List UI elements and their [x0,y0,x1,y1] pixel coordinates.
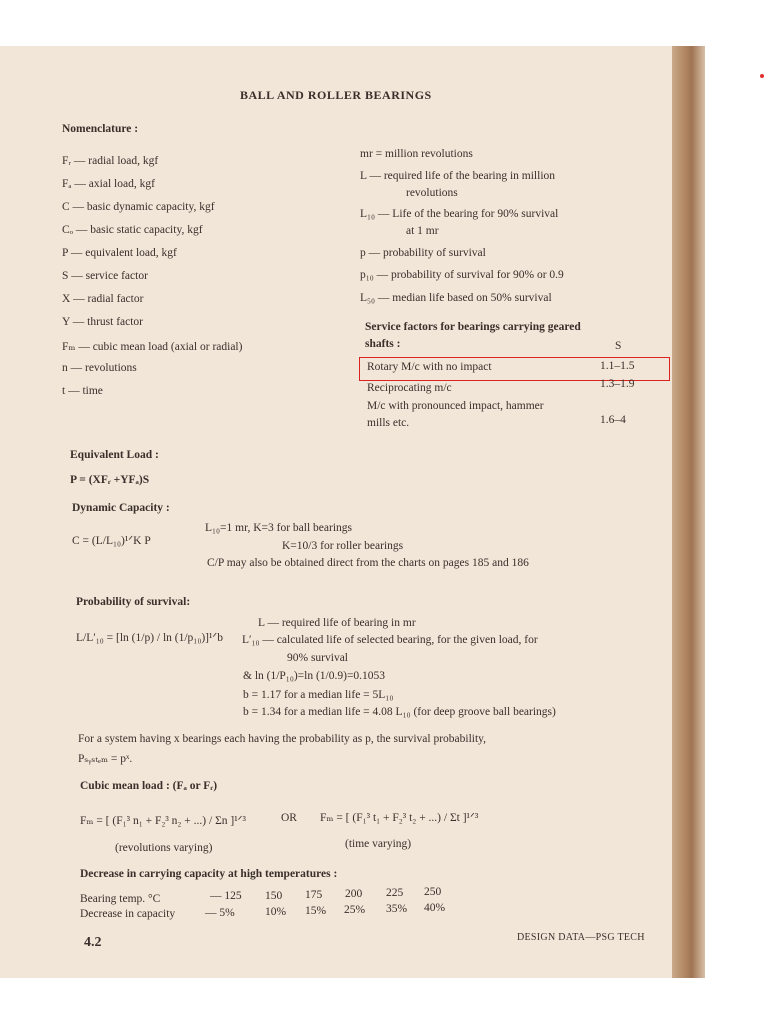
probability-note: b = 1.17 for a median life = 5L₁₀ [243,689,394,701]
service-factor-column-label: S [615,340,622,352]
dynamic-capacity-formula: C = (L/L₁₀)¹ᐟK P [72,535,151,547]
cubic-mean-caption: (time varying) [345,838,412,850]
nomenclature-item: Cₒ — basic static capacity, kgf [62,224,203,236]
probability-heading: Probability of survival: [76,596,191,608]
nomenclature-item: L — required life of the bearing in million [360,170,556,182]
probability-note: L — required life of bearing in mr [258,617,416,629]
dynamic-capacity-note: L₁₀=1 mr, K=3 for ball bearings [205,522,352,534]
nomenclature-item: S — service factor [62,270,148,282]
nomenclature-item: at 1 mr [406,225,439,237]
nomenclature-item: Fₐ — axial load, kgf [62,178,155,190]
dynamic-capacity-note: K=10/3 for roller bearings [282,540,404,552]
probability-note: 90% survival [287,652,349,664]
nomenclature-item: P — equivalent load, kgf [62,247,177,259]
cubic-mean-caption: (revolutions varying) [115,842,213,854]
temperature-heading: Decrease in carrying capacity at high temperatures : [80,868,338,880]
nomenclature-item: n — revolutions [62,362,137,374]
nomenclature-item: Fᵣ — radial load, kgf [62,155,159,167]
nomenclature-item: Fₘ — cubic mean load (axial or radial) [62,341,243,353]
temperature-value: 150 [265,890,283,902]
capacity-row-label: Decrease in capacity [80,908,176,920]
system-probability-text: For a system having x bearings each having the probability as p, the survival probability, [78,733,487,745]
dynamic-capacity-heading: Dynamic Capacity : [72,502,170,514]
service-factor-label: Reciprocating m/c [367,382,452,394]
nomenclature-item: C — basic dynamic capacity, kgf [62,201,215,213]
capacity-value: 25% [344,904,366,916]
nomenclature-item: p₁₀ — probability of survival for 90% or 0.9 [360,269,564,281]
probability-note: & ln (1/P₁₀)=ln (1/0.9)=0.1053 [243,670,386,682]
footer-source: DESIGN DATA—PSG TECH [517,932,645,943]
service-factor-label: mills etc. [367,417,410,429]
nomenclature-item: t — time [62,385,103,397]
book-spine-shadow [672,46,705,978]
temperature-row-label: Bearing temp. °C [80,893,161,905]
service-factors-heading: Service factors for bearings carrying geared [365,321,581,333]
capacity-value: 35% [386,903,408,915]
temperature-value: 250 [424,886,442,898]
probability-formula: L/L′₁₀ = [ln (1/p) / ln (1/p₁₀)]¹ᐟb [76,632,224,644]
temperature-value: 200 [345,888,363,900]
service-factor-value: 1.6–4 [600,414,626,426]
service-factor-label: M/c with pronounced impact, hammer [367,400,544,412]
capacity-value: 10% [265,906,287,918]
service-factor-value: 1.3–1.9 [600,378,635,390]
system-probability-formula: Pₛᵧₛₜₑₘ = pˣ. [78,753,133,765]
temperature-value: — 125 [210,890,242,902]
equivalent-load-formula: P = (XFᵣ +YFₐ)S [70,474,150,486]
nomenclature-heading: Nomenclature : [62,123,139,135]
probability-note: b = 1.34 for a median life = 4.08 L₁₀ (for deep groove ball bearings) [243,706,556,718]
service-factor-value: 1.1–1.5 [600,360,635,372]
cubic-mean-heading: Cubic mean load : (Fₐ or Fᵣ) [80,780,218,792]
service-factors-heading: shafts : [365,338,401,350]
service-factor-label: Rotary M/c with no impact [367,361,492,373]
nomenclature-item: L₁₀ — Life of the bearing for 90% survival [360,208,559,220]
nomenclature-item: Y — thrust factor [62,316,144,328]
capacity-value: — 5% [205,907,235,919]
nomenclature-item: p — probability of survival [360,247,486,259]
capacity-value: 15% [305,905,327,917]
dynamic-capacity-note: C/P may also be obtained direct from the charts on pages 185 and 186 [207,557,529,569]
page-number: 4.2 [84,935,102,950]
page-title: BALL AND ROLLER BEARINGS [240,88,432,102]
probability-note: L′₁₀ — calculated life of selected bearing, for the given load, for [242,634,538,646]
nomenclature-item: mr = million revolutions [360,148,473,160]
nomenclature-item: revolutions [406,187,458,199]
cubic-mean-formula-time: Fₘ = [ (F₁³ t₁ + F₂³ t₂ + ...) / Σt ]¹ᐟ³ [320,812,479,824]
nomenclature-item: L₅₀ — median life based on 50% survival [360,292,552,304]
capacity-value: 40% [424,902,446,914]
marker-dot [760,74,764,78]
cubic-mean-formula-revolutions: Fₘ = [ (F₁³ n₁ + F₂³ n₂ + ...) / Σn ]¹ᐟ³ [80,815,246,827]
temperature-value: 225 [386,887,404,899]
equivalent-load-heading: Equivalent Load : [70,449,159,461]
nomenclature-item: X — radial factor [62,293,144,305]
temperature-value: 175 [305,889,323,901]
cubic-mean-or: OR [281,812,297,824]
